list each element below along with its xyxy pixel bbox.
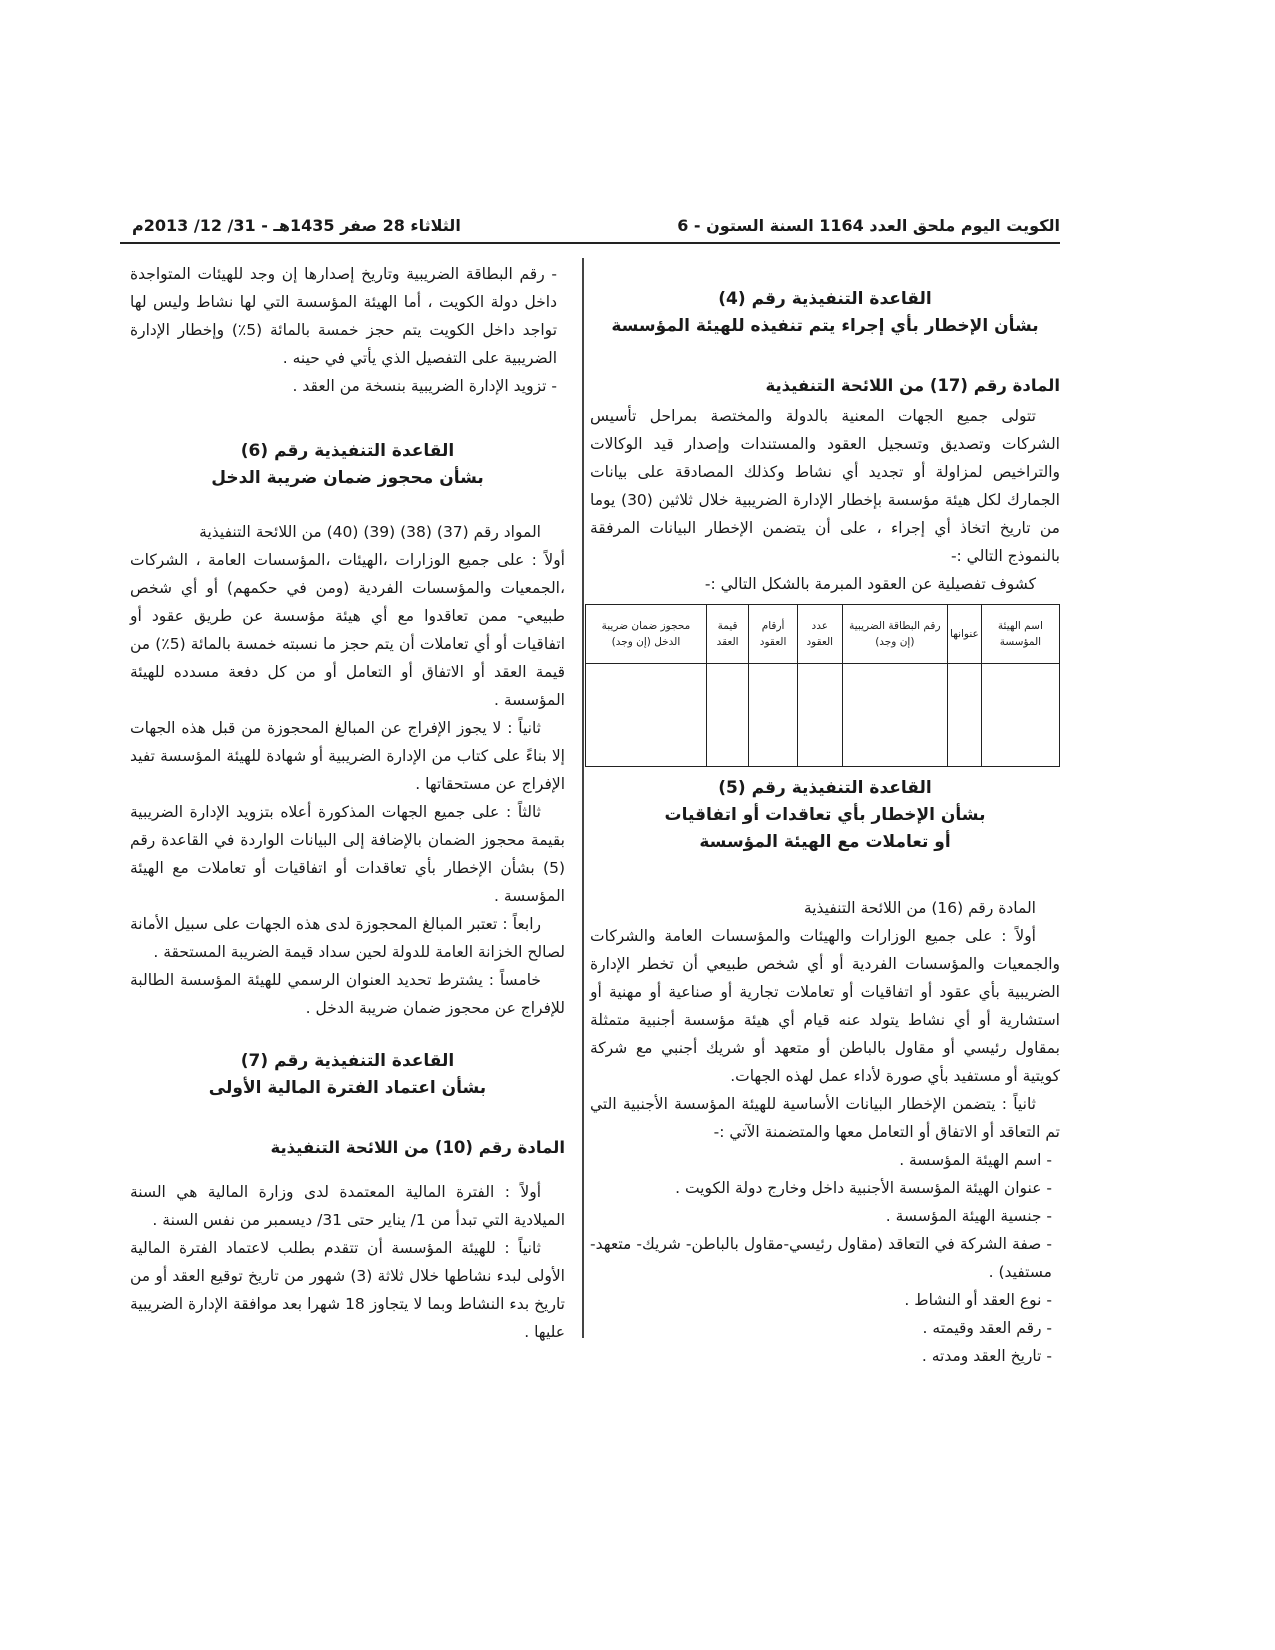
right-column: [590, 260, 1060, 1370]
art10-paragraph-1: أولاً : الفترة المالية المعتمدة لدى وزارة المالية هي السنة الميلادية التي تبدأ من 1/ يناير حتى 31/ ديسمبر من نفس السنة .: [130, 1183, 565, 1229]
art10-paragraph-2: ثانياً : للهيئة المؤسسة أن تتقدم بطلب لاعتماد الفترة المالية الأولى لبدء نشاطها خلال ثلاثة (3) شهور من تاريخ توقيع العقد أو من تاريخ بدء النشاط وبما لا يتجاوز 18 شهرا بعد موافقة الإدارة الضريبية عليها .: [130, 1239, 565, 1341]
list-item: - رقم العقد وقيمته .: [590, 1314, 1060, 1342]
rule5-subtitle-2: أو تعاملات مع الهيئة المؤسسة: [699, 832, 951, 852]
art16-paragraph-2: ثانياً : يتضمن الإخطار البيانات الأساسية للهيئة المؤسسة الأجنبية التي تم التعاقد أو الاتفاق أو التعامل معها والمتضمنة الآتي :-: [590, 1095, 1060, 1141]
notification-form-table: [585, 604, 1060, 767]
list-item: - صفة الشركة في التعاقد (مقاول رئيسي-مقاول بالباطن- شريك- متعهد- مستفيد) .: [590, 1230, 1060, 1286]
th-retention: محجوز ضمان ضريبة الدخل (إن وجد): [586, 605, 707, 664]
th-contract-numbers: أرقام العقود: [749, 605, 798, 664]
rule6-title: القاعدة التنفيذية رقم (6): [240, 441, 455, 461]
th-address: عنوانها: [948, 605, 982, 664]
rule6-paragraph-4: رابعاً : تعتبر المبالغ المحجوزة لدى هذه الجهات على سبيل الأمانة لصالح الخزانة العامة للدولة لحين سداد قيمة الضريبة المستحقة .: [130, 915, 565, 961]
left-column: [130, 260, 565, 1346]
art10-heading: المادة رقم (10) من اللائحة التنفيذية: [270, 1138, 565, 1157]
table-caption: كشوف تفصيلية عن العقود المبرمة بالشكل التالي :-: [704, 575, 1036, 593]
table-row: [586, 664, 1060, 767]
art16-heading: المادة رقم (16) من اللائحة التنفيذية: [803, 899, 1036, 917]
rule6-articles: المواد رقم (37) (38) (39) (40) من اللائحة التنفيذية: [199, 523, 541, 541]
art17-heading: المادة رقم (17) من اللائحة التنفيذية: [765, 376, 1060, 395]
rule7-title: القاعدة التنفيذية رقم (7): [240, 1051, 455, 1071]
th-tax-card: رقم البطاقة الضريبية (إن وجد): [842, 605, 947, 664]
th-contract-count: عدد العقود: [797, 605, 842, 664]
rule7-subtitle: بشأن اعتماد الفترة المالية الأولى: [208, 1078, 487, 1098]
bullet-tax-card: - رقم البطاقة الضريبية وتاريخ إصدارها إن وجد للهيئات المتواجدة داخل دولة الكويت ، أما الهيئة المؤسسة التي لها نشاط وليس لها تواجد داخل الكويت يتم حجز خمسة بالمائة (5٪) وإخطار الإدارة الضريبية على التفصيل الذي يأتي في حينه .: [130, 260, 565, 372]
rule4-title: القاعدة التنفيذية رقم (4): [718, 289, 932, 309]
rule5-title: القاعدة التنفيذية رقم (5): [718, 778, 932, 798]
art16-paragraph-1: أولاً : على جميع الوزارات والهيئات والمؤسسات العامة والشركات والجمعيات والمؤسسات الفردية أو أي شخص طبيعي أن تخطر الإدارة الضريبية بأي عقود أو اتفاقيات أو تعاملات تجارية أو صناعية أو مهنية أو استشارية أو أي نشاط يتولد عنه قيام أي هيئة مؤسسة أجنبية متمثلة بمقاول رئيسي أو مقاول بالباطن أو متعهد أو شريك أجنبي مع شركة كويتية أو مستفيد بأي صورة لأداء عمل لهذه الجهات.: [590, 927, 1060, 1085]
rule6-paragraph-3: ثالثاً : على جميع الجهات المذكورة أعلاه بتزويد الإدارة الضريبية بقيمة محجوز الضمان بالإضافة إلى البيانات الواردة في القاعدة رقم (5) بشأن الإخطار بأي تعاقدات أو اتفاقيات أو تعاملات مع الهيئة المؤسسة .: [130, 803, 565, 905]
list-item: - تاريخ العقد ومدته .: [590, 1342, 1060, 1370]
th-entity-name: اسم الهيئة المؤسسة: [981, 605, 1059, 664]
list-item: - نوع العقد أو النشاط .: [590, 1286, 1060, 1314]
page-header: [120, 212, 1060, 244]
rule6-paragraph-1: أولاً : على جميع الوزارات ،الهيئات ،المؤسسات العامة ، الشركات ،الجمعيات والمؤسسات الفردية (ومن في حكمهم) أو أي شخص طبيعي- ممن تعاقدوا مع أي هيئة مؤسسة عن طريق عقود أو اتفاقيات أو أي تعاملات أن يتم حجز ما نسبته خمسة بالمائة (5٪) من قيمة العقد أو الاتفاق أو التعامل أو من كل دفعة مسدده للهيئة المؤسسة .: [130, 551, 565, 709]
list-item: - عنوان الهيئة المؤسسة الأجنبية داخل وخارج دولة الكويت .: [590, 1174, 1060, 1202]
bullet-contract-copy: - تزويد الإدارة الضريبية بنسخة من العقد .: [130, 372, 565, 400]
list-item: - اسم الهيئة المؤسسة .: [590, 1146, 1060, 1174]
th-contract-value: قيمة العقد: [706, 605, 748, 664]
header-date: الثلاثاء 28 صفر 1435هـ - 31/ 12/ 2013م: [132, 216, 461, 235]
rule5-subtitle-1: بشأن الإخطار بأي تعاقدات أو اتفاقيات: [664, 805, 986, 825]
rule6-paragraph-2: ثانياً : لا يجوز الإفراج عن المبالغ المحجوزة من قبل هذه الجهات إلا بناءً على كتاب من الإدارة الضريبية أو شهادة للهيئة المؤسسة تفيد الإفراج عن مستحقاتها .: [130, 719, 565, 793]
rule6-subtitle: بشأن محجوز ضمان ضريبة الدخل: [211, 468, 484, 488]
header-publication: الكويت اليوم ملحق العدد 1164 السنة الستون - 6: [677, 216, 1060, 235]
art17-text: تتولى جميع الجهات المعنية بالدولة والمختصة بمراحل تأسيس الشركات وتصديق وتسجيل العقود والمستندات وإصدار قيد الوكالات والتراخيص لمزاولة أو تجديد أي نشاط وكذلك المصادقة على بيانات الجمارك لكل هيئة مؤسسة بإخطار الإدارة الضريبية خلال ثلاثين (30) يوما من تاريخ اتخاذ أي إجراء ، على أن يتضمن الإخطار البيانات المرفقة بالنموذج التالي :-: [590, 407, 1060, 565]
rule4-subtitle: بشأن الإخطار بأي إجراء يتم تنفيذه للهيئة المؤسسة: [611, 316, 1039, 336]
column-divider: [582, 258, 584, 1338]
rule6-paragraph-5: خامساً : يشترط تحديد العنوان الرسمي للهيئة المؤسسة الطالبة للإفراج عن محجوز ضمان ضريبة الدخل .: [130, 971, 565, 1017]
list-item: - جنسية الهيئة المؤسسة .: [590, 1202, 1060, 1230]
